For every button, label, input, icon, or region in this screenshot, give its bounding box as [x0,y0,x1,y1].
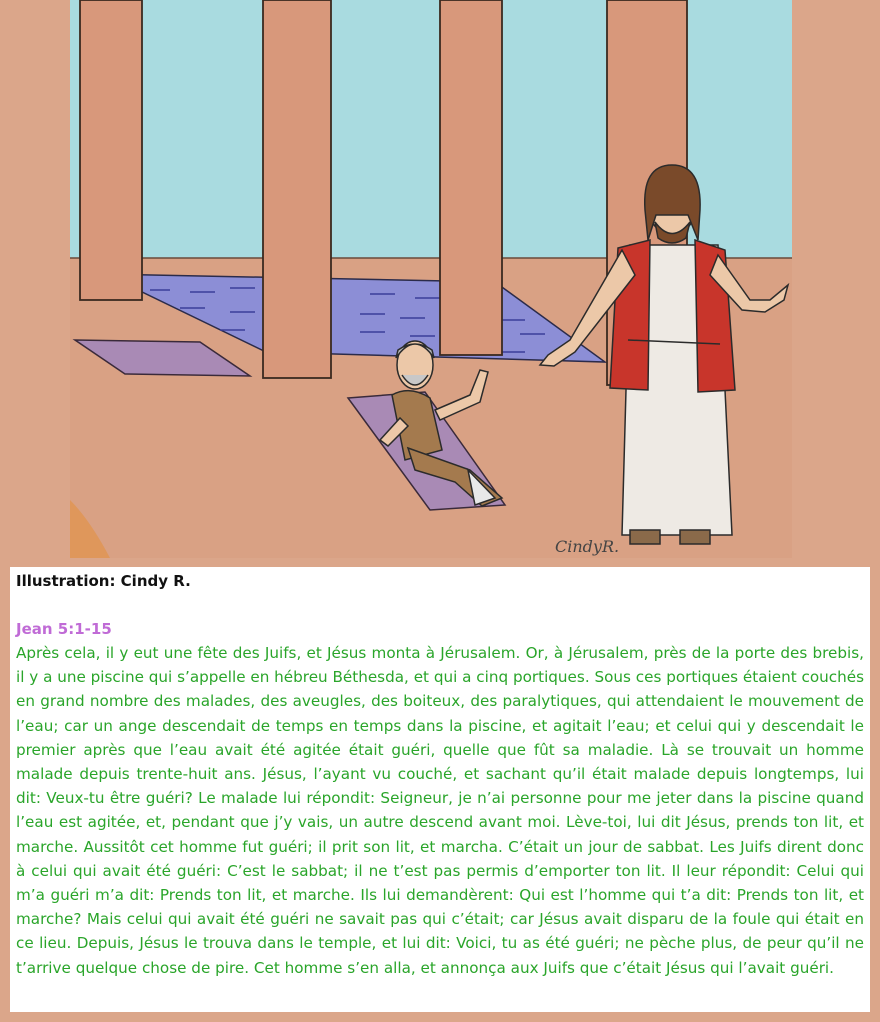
pillar [263,0,331,378]
pillar [80,0,142,300]
scripture-reference: Jean 5:1-15 [16,620,112,638]
text-panel [10,567,870,1012]
signature: CindyR. [555,537,620,556]
illustration-drawing [70,0,792,558]
illustration [70,0,792,558]
scripture-passage: Après cela, il y eut une fête des Juifs, et Jésus monta à Jérusalem. Or, à Jérusalem, près de la porte des brebis, il y a une piscine qui s’appelle en hébreu Béthesda, et qui a cinq portiques. Sous ces portiques étaient couchés en grand nombre des malades, des aveugles, des boiteux, des paralytiques, qui attendaient le mouvement de l’eau; car un ange descendait de temps en temps dans la piscine, et agitait l’eau; et celui qui y descendait le premier après que l’eau avait été agitée était guéri, quelle que fût sa maladie. Là se trouvait un homme malade depuis trente-huit ans. Jésus, l’ayant vu couché, et sachant qu’il était malade depuis longtemps, lui dit: Veux-tu être guéri? Le malade lui répondit: Seigneur, je n’ai personne pour me jeter dans la piscine quand l’eau est agitée, et, pendant que j’y vais, un autre descend avant moi. Lève-toi, lui dit Jésus, prends ton lit, et marche. Aussitôt cet homme fut guéri; il prit son lit, et marcha. C’était un jour de sabbat. Les Juifs dirent donc à celui qui avait été guéri: C’est le sabbat; il ne t’est pas permis d’emporter ton lit. Il leur répondit: Celui qui m’a guéri m’a dit: Prends ton lit, et marche. Ils lui demandèrent: Qui est l’homme qui t’a dit: Prends ton lit, et marche? Mais celui qui avait été guéri ne savait pas qui c’était; car Jésus avait disparu de la foule qui était en ce lieu. Depuis, Jésus le trouva dans le temple, et lui dit: Voici, tu as été guéri; ne pèche plus, de peur qu’il ne t’arrive quelque chose de pire. Cet homme s’en alla, et annonça aux Juifs que c’était Jésus qui l’avait guéri. [16,644,864,977]
pillar [440,0,502,355]
illustration-credit: Illustration: Cindy R. [16,572,191,590]
